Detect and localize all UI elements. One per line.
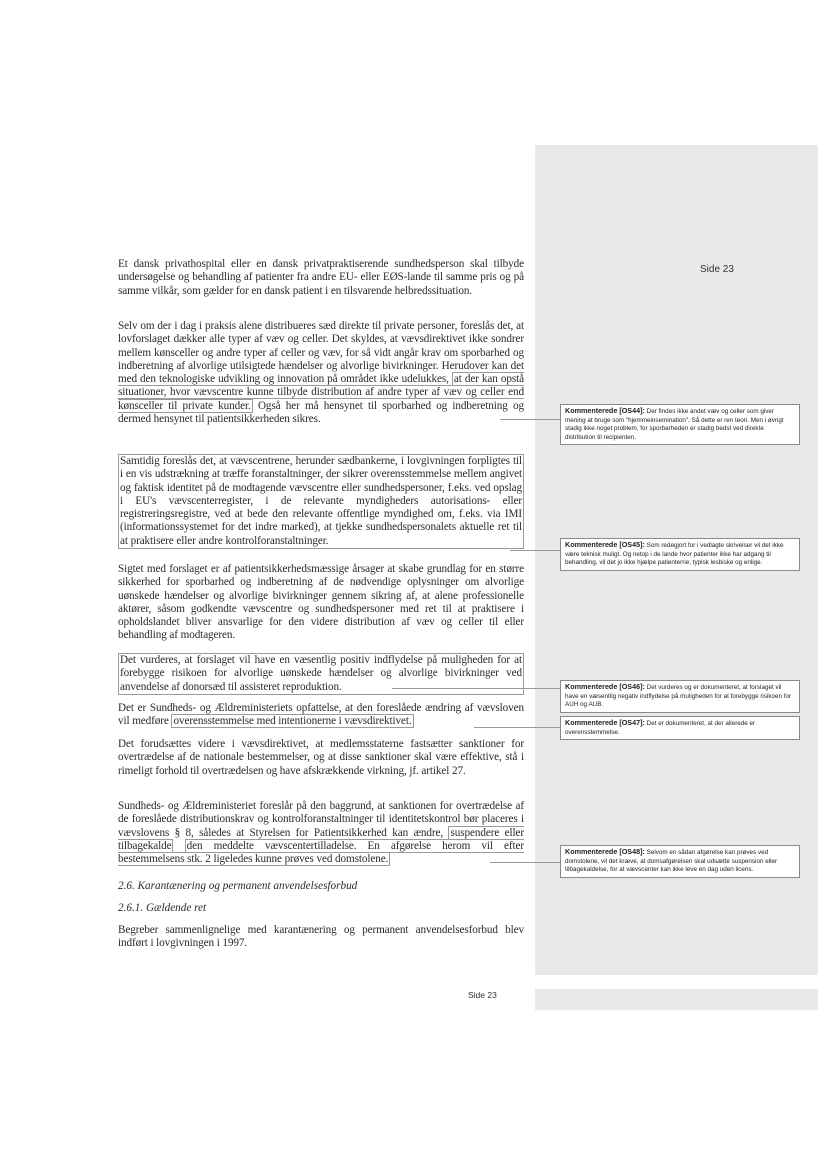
highlight-os44[interactable]: at der kan opstå situationer, hvor vævscentre kunne tilbyde distribution af andre typer af væv og celler end kønsceller til private kunder. [118,373,524,412]
connector-os46 [392,688,560,689]
paragraph-2 [118,320,524,426]
comment-os44[interactable] [560,404,800,445]
comment-text: Der findes ikke andet væv og celler som giver mening at bruge som "hjemmeinsemination". Så dette er ren teori. Men i øvrigt stadig ikke noget problem, for sporbarheden er stadig bedst ved direkte distribution til recipienten. [565,408,784,441]
comment-text: Det er dokumenteret, at der allerede er overensstemmelse. [565,720,756,736]
comment-os46[interactable] [560,680,800,713]
paragraph-4: Sigtet med forslaget er af patientsikkerhedsmæssige årsager at skabe grundlag for en større sikkerhed for sporbarhed og indberetning af de nødvendige oplysninger om alvorlige uønskede hændelser og alvorlige bivirkninger gennem sikring af, at alene professionelle aktører, såsom godkendte vævscentre og sundhedspersoner med ret til at praktisere i opholdslandet bliver ansvarlige for den videre distribution af væv og celler til eller behandling af modtageren. [118,563,524,642]
paragraph-3 [118,454,524,549]
comment-os45[interactable] [560,538,800,571]
comment-label: Kommenterede [OS48]: [565,847,645,856]
heading-2-6-1: 2.6.1. Gældende ret [118,902,207,914]
page-footer: Side 23 [468,990,497,1000]
highlight-os46[interactable]: Det vurderes, at forslaget vil have en væsentlig positiv indflydelse på muligheden for at forebygge risikoen for alvorlige uønskede hændelser og alvorlige bivirkninger ved anvendelse af donorsæd til assisteret reproduktion. [118,653,524,695]
connector-os48 [490,862,560,863]
paragraph-1: Et dansk privathospital eller en dansk privatpraktiserende sundhedsperson skal tilbyde undersøgelse og behandling af patienter fra andre EU- eller EØS-lande til samme pris og på samme vilkår, som gælder for en dansk patient i en tilsvarende helbredssituation. [118,258,524,297]
comment-label: Kommenterede [OS44]: [565,406,645,415]
comment-os48[interactable] [560,845,800,878]
highlight-os48b[interactable]: den meddelte vævscentertilladelse. En afgørelse herom vil efter bestemmelsens stk. 2 ligeledes kunne prøves ved domstolene. [118,839,525,866]
comment-text: Det vurderes og er dokumenteret, at forslaget vil have en væsentlig negativ indflydelse på muligheden for at forebygge risikoen for AUH og AUB. [565,684,792,709]
connector-os47 [474,727,560,728]
heading-2-6: 2.6. Karantænering og permanent anvendelsesforbud [118,880,358,892]
para-2-text-c: Også her må hensynet til sporbarhed og indberetning og dermed hensynet til patientsikkerheden sikres. [118,399,525,426]
paragraph-9: Begreber sammenlignelige med karantænering og permanent anvendelsesforbud blev indført i lovgivningen i 1997. [118,924,524,950]
highlight-os47[interactable]: overensstemmelse med intentionerne i vævsdirektivet. [173,715,412,728]
paragraph-6 [118,702,524,729]
connector-os44 [500,419,560,420]
comment-label: Kommenterede [OS45]: [565,540,645,549]
highlight-os45[interactable]: Samtidig foreslås det, at vævscentrene, herunder sædbankerne, i lovgivningen forpligtes til i en vis udstrækning at træffe foranstaltninger, der sikrer overensstemmelse mellem angivet og faktisk identitet på de modtagende vævscentre eller sundhedspersoner, f.eks. ved opslag i EU's vævscenterregister, i de relevante myndigheders autorisations- eller registreringsregistre, ved at bede den relevante offentlige myndighed om, f.eks. via IMI (informationssystemet for det indre marked), at tjekke sundhedspersonalets aktuelle ret til at praktisere eller andre kontrolforanstaltninger. [118,454,524,549]
highlight-os48a[interactable]: suspendere eller tilbagekalde [118,826,524,852]
para-2-text-a: Selv om der i dag i praksis alene distribueres sæd direkte til private personer, foreslås det, at lovforslaget dækker alle typer af væv og celler. Det skyldes, at vævsdirektivet ikke sondrer mellem kønsceller og andre typer af celler og væv, for så vidt angår krav om sporbarhed og indberetning af alvorlige utilsigtede hændelser og alvorlige bivirkninger. Herudover kan det med den teknologiske udvikling og innovation på området ikke udelukkes, [118,320,524,386]
comment-label: Kommenterede [OS47]: [565,718,645,727]
comment-pane [535,145,818,1010]
para-8-text-a: Sundheds- og Ældreministeriet foreslår på den baggrund, at sanktionen for overtrædelse af de foreslåede distributionskrav og kontrolforanstaltninger til identitetskontrol bør placeres i vævslovens § 8, således at Styrelsen for Patientsikkerhed kan ændre, [118,800,524,839]
comment-text: Som redegjort for i vedlagte skrivelser vil det ikke være teknisk muligt. Og netop i de lande hvor patienter ikke har adgang til behandling, vil det jo ikke hjælpe patienterne, typisk lesbiske og enlige. [565,542,784,567]
para-6-text-a: Det er Sundheds- og Ældreministeriets opfattelse, at den foreslåede ændring af vævsloven vil medføre [118,702,524,728]
connector-os45 [510,550,560,551]
comment-os47[interactable] [560,716,800,740]
comment-label: Kommenterede [OS46]: [565,682,645,691]
comment-text: Selvom en sådan afgørelse kan prøves ved domstolene, vil det kræve, at domsafgørelsen skal udsætte suspension eller tilbagekaldelse, for at vævscenter kan ikke leve en dag uden licens. [565,849,778,874]
side-label: Side 23 [700,264,734,275]
paragraph-8 [118,800,524,866]
paragraph-7: Det forudsættes videre i vævsdirektivet, at medlemsstaterne fastsætter sanktioner for overtrædelse af de nationale bestemmelser, og at disse sanktioner skal være effektive, stå i rimeligt forhold til overtrædelsen og have afskrækkende virkning, jf. artikel 27. [118,738,524,777]
